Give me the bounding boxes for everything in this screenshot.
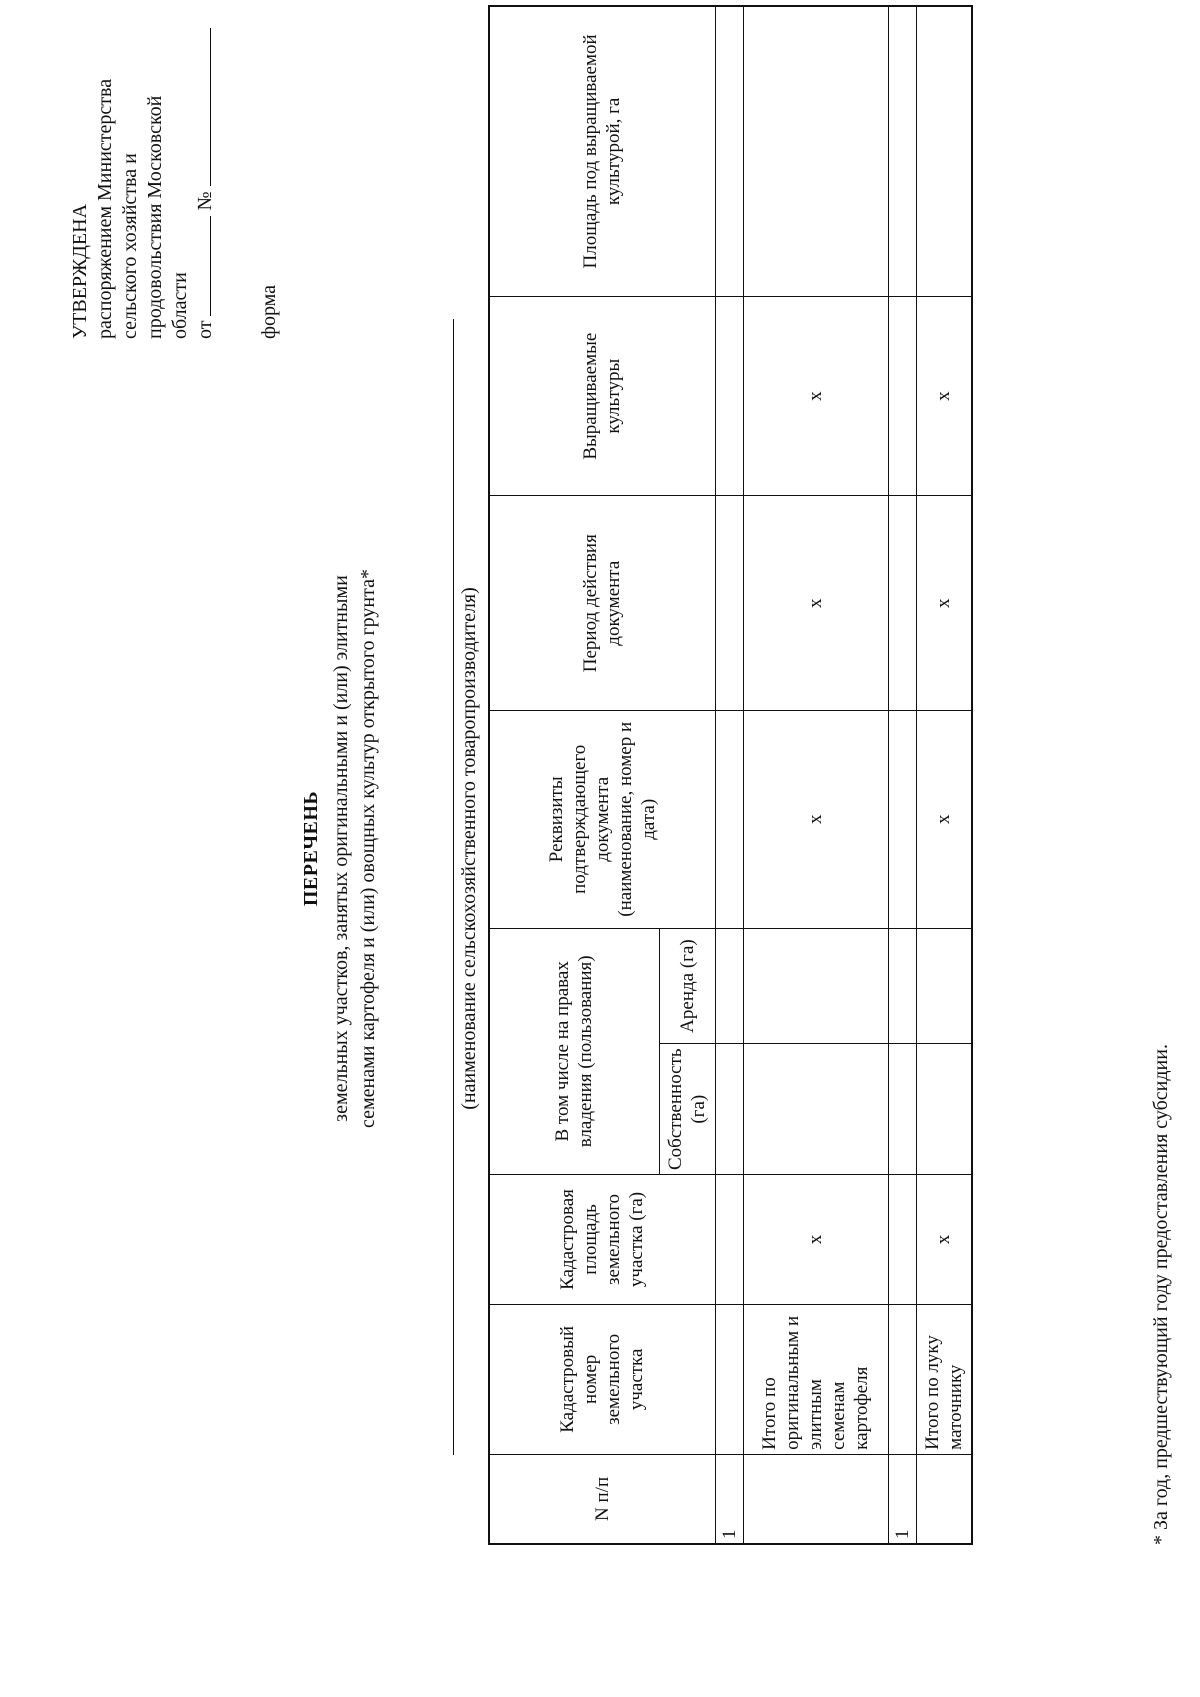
row-cell: x	[916, 296, 972, 496]
row-cell: x	[916, 1175, 972, 1305]
approval-date-number-line	[193, 9, 218, 339]
row-cell: x	[916, 496, 972, 710]
row-cell	[888, 928, 916, 1044]
approval-text-line: области	[169, 272, 191, 339]
row-cell	[743, 928, 888, 1044]
approval-text-line: распоряжением Министерства	[94, 78, 116, 339]
row-cell	[715, 1044, 743, 1175]
approval-heading: УТВЕРЖДЕНА	[69, 203, 91, 339]
subtitle-line: земельных участков, занятых оригинальными и (или) элитными	[330, 575, 352, 1122]
table-row-total	[916, 6, 972, 1544]
header-row	[489, 6, 659, 1544]
producer-name-blank	[453, 319, 454, 1455]
row-cell	[715, 710, 743, 928]
row-cell	[743, 1044, 888, 1175]
header-ownership: Собственность (га)	[659, 1044, 715, 1175]
header-num: N п/п	[489, 1454, 715, 1544]
document-subtitle	[328, 0, 382, 1697]
row-cell	[916, 928, 972, 1044]
row-label: Итого по оригинальным и элитным семенам картофеля	[743, 1304, 888, 1454]
header-cadastral-area: Кадастровая площадь земельного участка (га)	[489, 1175, 715, 1305]
row-cell	[743, 6, 888, 296]
header-rights: В том числе на правах владения (пользования)	[489, 928, 659, 1174]
header-document-period: Период действия документа	[489, 496, 715, 710]
table-row	[888, 6, 916, 1544]
row-num: 1	[888, 1454, 916, 1544]
date-blank	[193, 216, 211, 316]
row-cell	[715, 6, 743, 296]
header-lease: Аренда (га)	[659, 928, 715, 1044]
row-cell: x	[743, 296, 888, 496]
subtitle-line: семенами картофеля и (или) овощных культур открытого грунта*	[357, 569, 379, 1128]
approval-block	[68, 9, 218, 339]
row-cell: x	[916, 710, 972, 928]
row-cell	[916, 6, 972, 296]
row-label: Итого по луку маточнику	[916, 1304, 972, 1454]
row-cell	[888, 1044, 916, 1175]
row-cell	[888, 296, 916, 496]
header-crops: Выращиваемые культуры	[489, 296, 715, 496]
row-cell: x	[743, 1175, 888, 1305]
approval-text-line: сельского хозяйства и	[119, 153, 141, 339]
row-cell: x	[743, 496, 888, 710]
number-label: №	[194, 191, 216, 211]
table-row-total	[743, 6, 888, 1544]
row-cell	[916, 1044, 972, 1175]
row-num	[743, 1454, 888, 1544]
row-cell: x	[743, 710, 888, 928]
row-num	[916, 1454, 972, 1544]
from-label: от	[194, 320, 216, 339]
row-cell	[715, 496, 743, 710]
form-label: форма	[258, 284, 280, 339]
row-label	[715, 1304, 743, 1454]
header-document-details: Реквизиты подтверждающего документа (наименование, номер и дата)	[489, 710, 715, 928]
document-title: ПЕРЕЧЕНЬ	[300, 790, 322, 907]
row-cell	[888, 496, 916, 710]
row-cell	[888, 1175, 916, 1305]
row-num: 1	[715, 1454, 743, 1544]
row-label	[888, 1304, 916, 1454]
producer-caption: (наименование сельскохозяйственного товаропроизводителя)	[458, 587, 480, 1110]
approval-text-line: продовольствия Московской	[144, 95, 166, 339]
row-cell	[715, 928, 743, 1044]
footnote: * За год, предшествующий году предоставления субсидии.	[1150, 1044, 1172, 1545]
header-crop-area: Площадь под выращиваемой культурой, га	[489, 6, 715, 296]
row-cell	[888, 6, 916, 296]
row-cell	[715, 1175, 743, 1305]
table-row	[715, 6, 743, 1544]
row-cell	[888, 710, 916, 928]
header-cadastral-number: Кадастровый номер земельного участка	[489, 1304, 715, 1454]
number-blank	[193, 28, 211, 186]
land-plots-table	[488, 5, 973, 1545]
row-cell	[715, 296, 743, 496]
